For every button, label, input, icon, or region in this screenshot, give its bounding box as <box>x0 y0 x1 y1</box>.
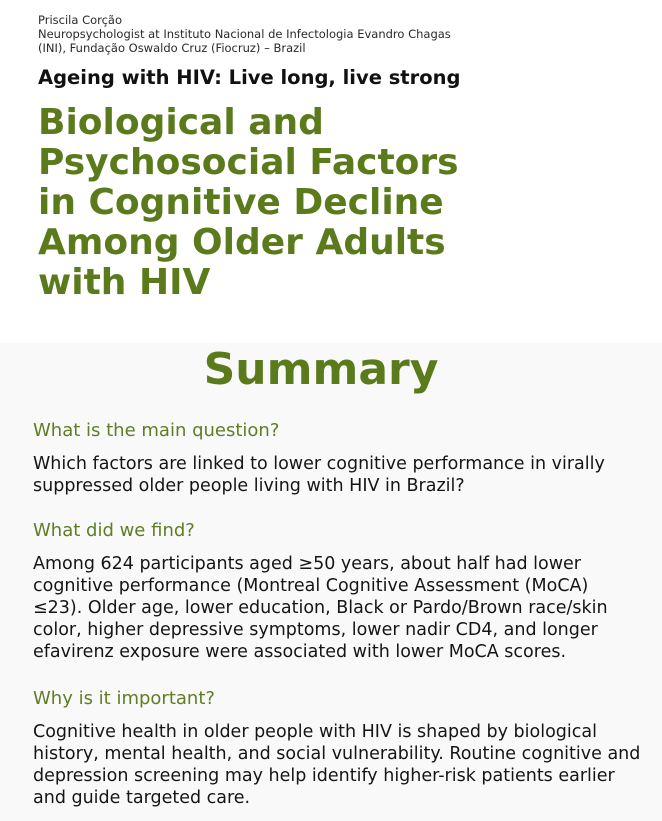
series-title: Ageing with HIV: Live long, live strong <box>38 66 461 89</box>
author-block <box>38 13 451 55</box>
author-affiliation-line-2: (INI), Fundação Oswaldo Cruz (Fiocruz) – Brazil <box>38 41 306 55</box>
author-affiliation-line-1: Neuropsychologist at Instituto Nacional de Infectologia Evandro Chagas <box>38 27 451 41</box>
question-importance: Why is it important? <box>33 688 215 709</box>
answer-importance: Cognitive health in older people with HIV is shaped by biological history, mental health, and social vulnerability. Routine cognitive and depression screening may help identify higher-risk patients earlier and guide targeted care. <box>33 722 641 808</box>
answer-main: Which factors are linked to lower cognitive performance in virally suppressed older people living with HIV in Brazil? <box>33 454 605 496</box>
main-title: Biological and Psychosocial Factors in Cognitive Decline Among Older Adults with HIV <box>38 102 459 303</box>
question-main: What is the main question? <box>33 420 280 441</box>
answer-findings: Among 624 participants aged ≥50 years, about half had lower cognitive performance (Montreal Cognitive Assessment (MoCA) ≤23). Older age, lower education, Black or Pardo/Brown race/skin color, higher depressive symptoms, lower nadir CD4, and longer efavirenz exposure were associated with lower MoCA scores. <box>33 554 608 662</box>
author-name: Priscila Corção <box>38 13 123 27</box>
question-findings: What did we find? <box>33 520 195 541</box>
summary-heading: Summary <box>203 344 439 395</box>
